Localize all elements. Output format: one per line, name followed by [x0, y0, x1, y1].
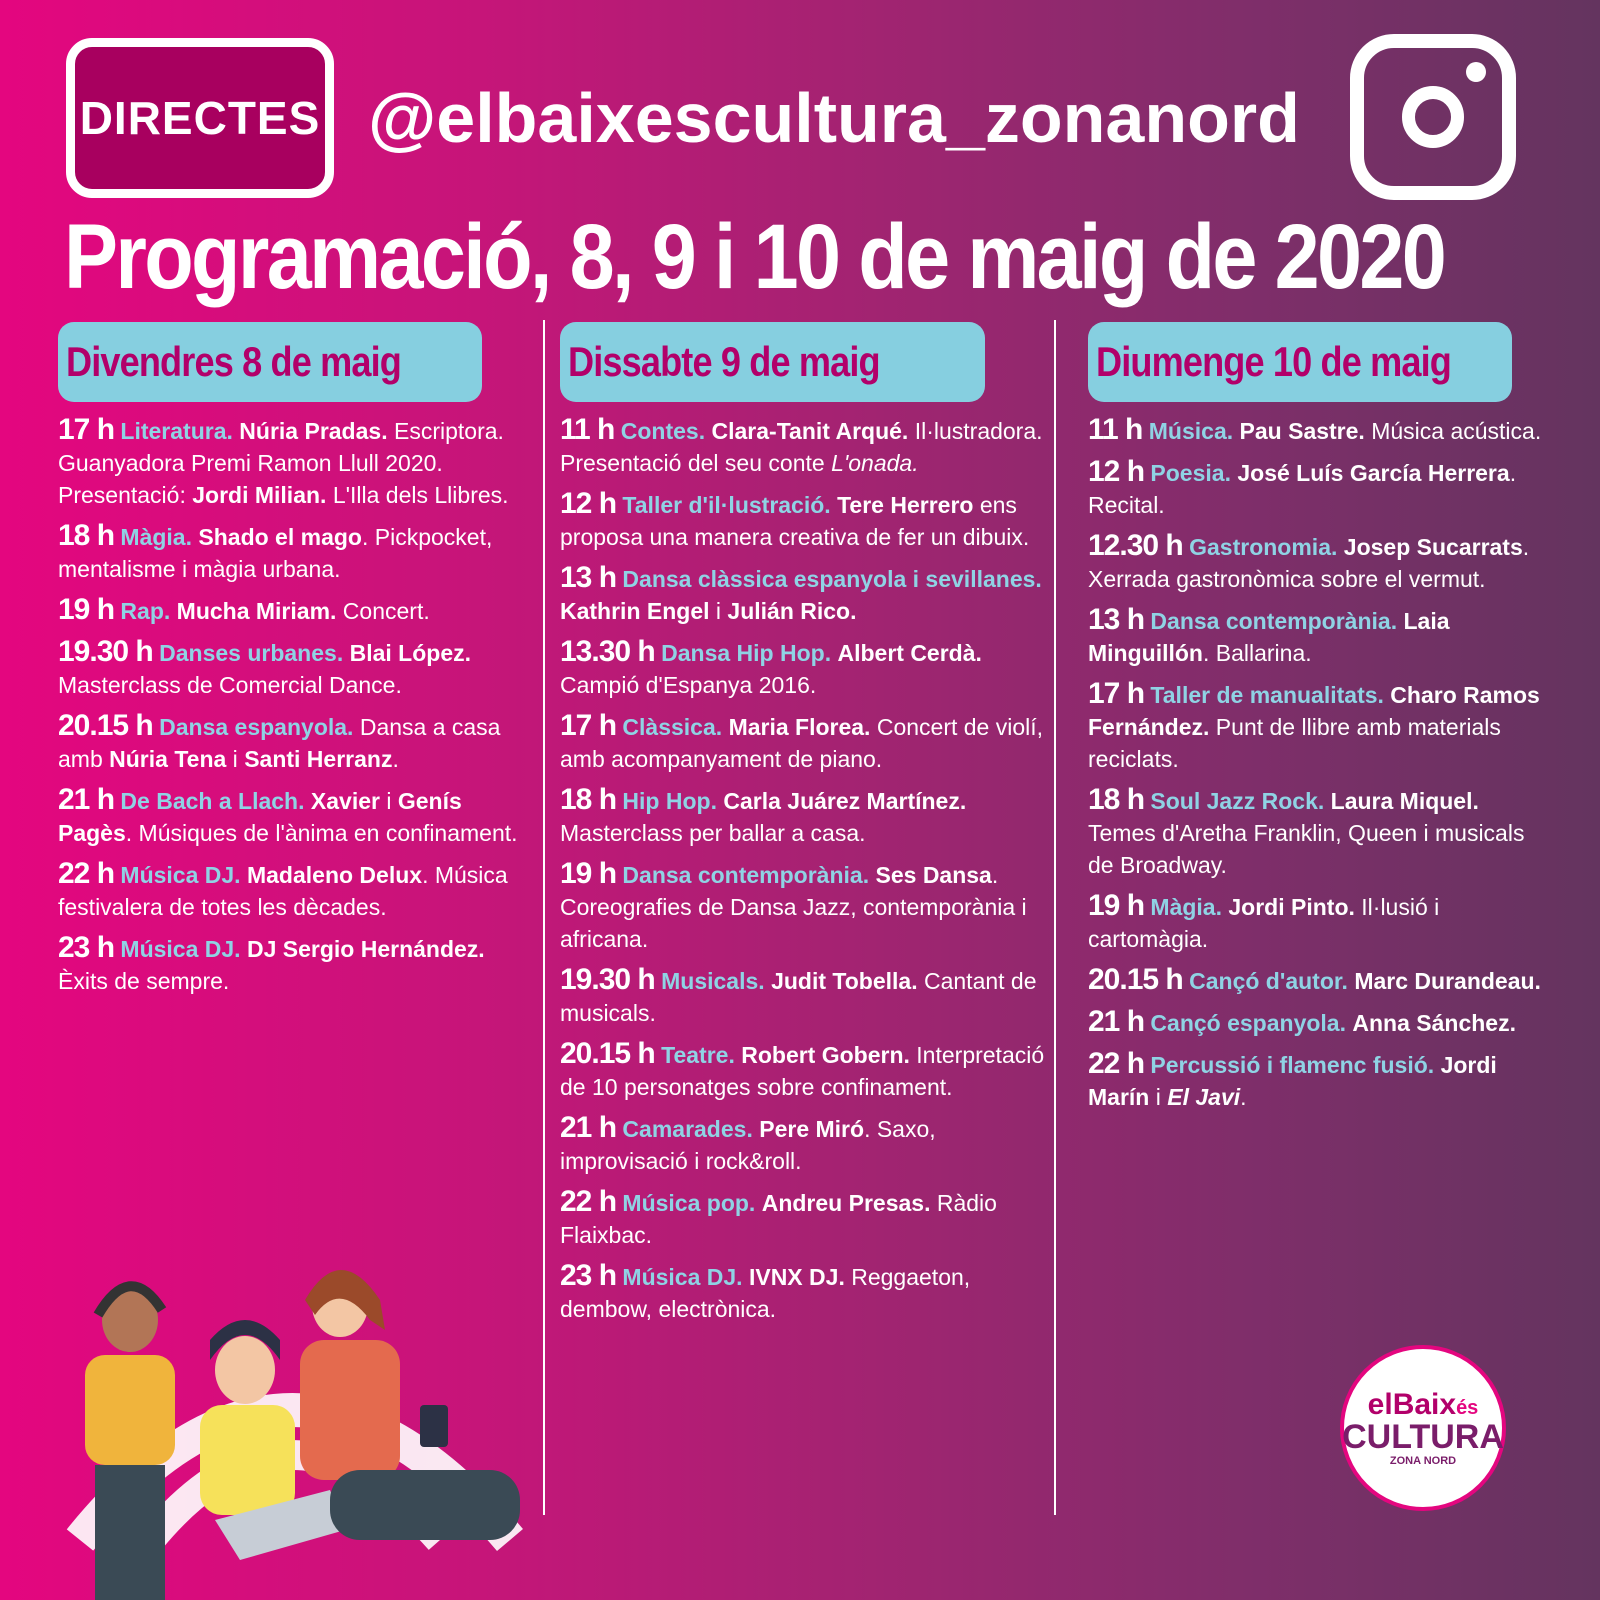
people-wifi-illustration [40, 1240, 540, 1600]
event-category: De Bach a Llach. [120, 788, 305, 814]
event-item [58, 932, 528, 997]
event-list [58, 414, 528, 997]
event-details: Charo Ramos Fernández. Punt de llibre amb materials reciclats. [1088, 682, 1540, 772]
day-heading: Divendres 8 de maig [58, 322, 482, 402]
event-item [58, 594, 528, 627]
directes-badge [66, 38, 334, 198]
event-item [1088, 604, 1548, 669]
event-category: Dansa contemporània. [1150, 608, 1398, 634]
event-category: Percussió i flamenc fusió. [1150, 1052, 1435, 1078]
event-item [560, 1260, 1050, 1325]
event-category: Taller d'il·lustració. [622, 492, 831, 518]
instagram-handle[interactable]: @elbaixescultura_zonanord [368, 79, 1300, 157]
event-category: Dansa contemporània. [622, 862, 870, 888]
event-category: Música pop. [622, 1190, 756, 1216]
event-item [560, 636, 1050, 701]
column-divider [543, 320, 545, 1515]
event-category: Clàssica. [622, 714, 723, 740]
event-time: 23 h [58, 931, 115, 964]
event-time: 17 h [1088, 677, 1145, 710]
event-item [1088, 678, 1548, 775]
event-category: Cançó d'autor. [1189, 968, 1348, 994]
event-time: 22 h [58, 857, 115, 890]
event-category: Música DJ. [120, 862, 241, 888]
event-details: Clara-Tanit Arqué. Il·lustradora. Presentació del seu conte L'onada. [560, 418, 1043, 476]
event-category: Musicals. [661, 968, 765, 994]
event-item [1088, 530, 1548, 595]
event-category: Màgia. [120, 524, 192, 550]
event-category: Música. [1148, 418, 1234, 444]
event-list [560, 414, 1050, 1325]
day-column-saturday [560, 322, 1050, 1334]
event-details: Andreu Presas. Ràdio Flaixbac. [560, 1190, 997, 1248]
day-column-sunday [1088, 322, 1548, 1122]
event-list [1088, 414, 1548, 1113]
event-item [1088, 1006, 1548, 1039]
event-category: Dansa espanyola. [159, 714, 354, 740]
event-item [560, 1038, 1050, 1103]
event-time: 13 h [560, 561, 617, 594]
event-item [1088, 964, 1548, 997]
event-item [560, 784, 1050, 849]
event-category: Literatura. [120, 418, 233, 444]
event-details: Ses Dansa. Coreografies de Dansa Jazz, contemporània i africana. [560, 862, 1027, 952]
event-details: DJ Sergio Hernández. Èxits de sempre. [58, 936, 485, 994]
event-details: Carla Juárez Martínez. Masterclass per ballar a casa. [560, 788, 967, 846]
event-time: 21 h [58, 783, 115, 816]
event-item [58, 710, 528, 775]
event-category: Danses urbanes. [159, 640, 344, 666]
event-details: Josep Sucarrats. Xerrada gastronòmica sobre el vermut. [1088, 534, 1530, 592]
event-details: Shado el mago. Pickpocket, mentalisme i màgia urbana. [58, 524, 493, 582]
event-details: IVNX DJ. Reggaeton, dembow, electrònica. [560, 1264, 971, 1322]
event-item [560, 562, 1050, 627]
column-divider [1054, 320, 1056, 1515]
event-item [1088, 1048, 1548, 1113]
event-category: Taller de manualitats. [1150, 682, 1384, 708]
event-time: 23 h [560, 1259, 617, 1292]
event-category: Música DJ. [120, 936, 241, 962]
event-time: 19 h [560, 857, 617, 890]
event-details: Marc Durandeau. [1354, 968, 1541, 994]
day-heading: Dissabte 9 de maig [560, 322, 985, 402]
event-item [1088, 784, 1548, 881]
event-time: 11 h [1088, 413, 1143, 446]
event-category: Dansa clàssica espanyola i sevillanes. [622, 566, 1042, 592]
event-item [58, 858, 528, 923]
directes-label: DIRECTES [79, 92, 321, 144]
event-time: 19.30 h [560, 963, 655, 996]
event-time: 18 h [58, 519, 115, 552]
event-item [58, 784, 528, 849]
event-time: 17 h [560, 709, 617, 742]
event-time: 22 h [560, 1185, 617, 1218]
event-time: 21 h [560, 1111, 617, 1144]
event-details: Pere Miró. Saxo, improvisació i rock&roll. [560, 1116, 936, 1174]
elbaix-es-cultura-logo: elBaixés CULTURA ZONA NORD [1340, 1345, 1506, 1511]
event-category: Música DJ. [622, 1264, 743, 1290]
event-item [560, 964, 1050, 1029]
event-item [1088, 890, 1548, 955]
event-time: 19 h [1088, 889, 1145, 922]
event-time: 18 h [1088, 783, 1145, 816]
event-details: Kathrin Engel i Julián Rico. [560, 598, 857, 624]
event-item [560, 1112, 1050, 1177]
event-item [560, 710, 1050, 775]
event-details: Laia Minguillón. Ballarina. [1088, 608, 1450, 666]
event-details: Madaleno Delux. Música festivalera de totes les dècades. [58, 862, 508, 920]
event-time: 13 h [1088, 603, 1145, 636]
event-time: 18 h [560, 783, 617, 816]
event-time: 20.15 h [58, 709, 153, 742]
event-time: 20.15 h [1088, 963, 1183, 996]
event-item [1088, 456, 1548, 521]
event-item [560, 1186, 1050, 1251]
event-details: Jordi Pinto. Il·lusió i cartomàgia. [1088, 894, 1440, 952]
event-time: 22 h [1088, 1047, 1145, 1080]
event-category: Rap. [120, 598, 171, 624]
event-category: Soul Jazz Rock. [1150, 788, 1325, 814]
event-details: Albert Cerdà. Campió d'Espanya 2016. [560, 640, 982, 698]
event-time: 19.30 h [58, 635, 153, 668]
event-category: Gastronomia. [1189, 534, 1338, 560]
event-category: Dansa Hip Hop. [661, 640, 832, 666]
event-time: 13.30 h [560, 635, 655, 668]
event-details: Mucha Miriam. Concert. [176, 598, 430, 624]
day-heading: Diumenge 10 de maig [1088, 322, 1512, 402]
event-category: Màgia. [1150, 894, 1222, 920]
page-title: Programació, 8, 9 i 10 de maig de 2020 [64, 206, 1445, 308]
event-details: Dansa a casa amb Núria Tena i Santi Herranz. [58, 714, 501, 772]
event-details: Maria Florea. Concert de violí, amb acompanyament de piano. [560, 714, 1044, 772]
event-time: 20.15 h [560, 1037, 655, 1070]
event-time: 12.30 h [1088, 529, 1183, 562]
event-details: Pau Sastre. Música acústica. [1239, 418, 1542, 444]
event-item [560, 858, 1050, 955]
event-category: Teatre. [661, 1042, 735, 1068]
event-details: Xavier i Genís Pagès. Músiques de l'ànima en confinament. [58, 788, 518, 846]
event-category: Camarades. [622, 1116, 753, 1142]
event-details: Tere Herrero ens proposa una manera creativa de fer un dibuix. [560, 492, 1030, 550]
event-details: Judit Tobella. Cantant de musicals. [560, 968, 1037, 1026]
event-category: Cançó espanyola. [1150, 1010, 1346, 1036]
event-item [58, 636, 528, 701]
event-details: Anna Sánchez. [1352, 1010, 1516, 1036]
event-time: 17 h [58, 413, 115, 446]
instagram-icon[interactable] [1350, 34, 1516, 200]
event-item [560, 488, 1050, 553]
event-category: Poesia. [1150, 460, 1231, 486]
event-item [58, 520, 528, 585]
day-column-friday [58, 322, 528, 1006]
event-time: 11 h [560, 413, 615, 446]
event-time: 19 h [58, 593, 115, 626]
event-item [1088, 414, 1548, 447]
event-details: Robert Gobern. Interpretació de 10 personatges sobre confinament. [560, 1042, 1045, 1100]
event-time: 12 h [1088, 455, 1145, 488]
event-details: José Luís García Herrera. Recital. [1088, 460, 1517, 518]
event-details: Blai López. Masterclass de Comercial Dance. [58, 640, 472, 698]
event-details: Jordi Marín i El Javi. [1088, 1052, 1497, 1110]
event-time: 21 h [1088, 1005, 1145, 1038]
event-time: 12 h [560, 487, 617, 520]
event-category: Hip Hop. [622, 788, 717, 814]
event-details: Laura Miquel. Temes d'Aretha Franklin, Queen i musicals de Broadway. [1088, 788, 1525, 878]
event-item [58, 414, 528, 511]
event-item [560, 414, 1050, 479]
event-category: Contes. [620, 418, 706, 444]
event-details: Núria Pradas. Escriptora. Guanyadora Premi Ramon Llull 2020. Presentació: Jordi Milian. L'Illa dels Llibres. [58, 418, 509, 508]
